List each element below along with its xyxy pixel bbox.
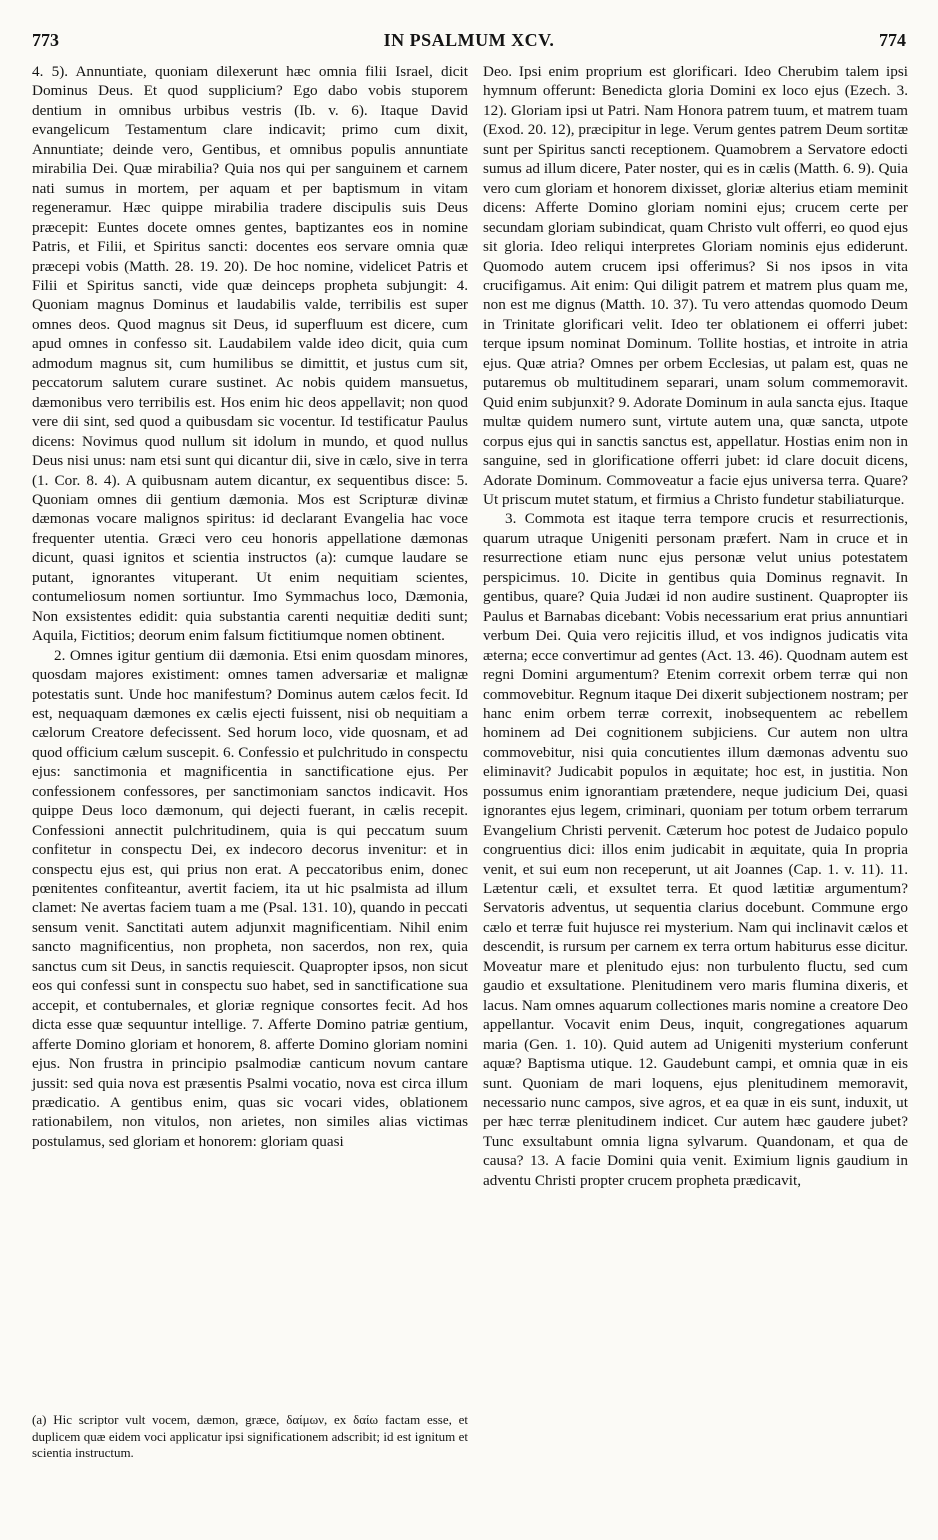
footnote-text: (a) Hic scriptor vult vocem, dæmon, græce, δαίμων, ex δαίω factam esse, et duplicem quæ eidem voci applicatur ipsi significationem adscribit; id est ignitum et scientia instructum. xyxy=(32,1412,468,1460)
right-paragraph-2: 3. Commota est itaque terra tempore crucis et resurrectionis, quarum utraque Unigeniti personam præfert. Nam in cruce et in resurrectione etiam nunc ejus personæ velut unius potestatem perspicimus. 10. Dicite in gentibus quia Dominus regnavit. In gentibus, quare? Quia Judæi id non audire sustinent. Quapropter iis Paulus et Barnabas dicebant: Vobis necessarium erat prius annuntiari verbum Dei. Quia vero rejicitis illud, et vos indignos judicatis vita æterna; ecce convertimur ad gentes (Act. 13. 46). Quodnam autem est regni Domini argumentum? Etenim correxit orbem terræ qui non commovebitur. Regnum itaque Dei dixerit subjectionem nostram; per hanc enim orbem terræ correxit, inobsequentem ac rebellem hominem ad Dei cognitionem subjiciens. Cur autem non ultra commovebitur, nisi quia concutientes illum dæmonas adventu suo eliminavit? Judicabit populos in æquitate; hoc est, in justitia. Non possumus enim ignorantiam prætendere, neque judicium Dei, quasi ignorantes ejus legem, criminari, quoniam per totum orbem terrarum Evangelium Christi pervenit. Cæterum hoc potest de Judaico populo congruentius dici: illos enim judicabit in æquitate, quia In propria venit, et sui eum non receperunt, ut ait Joannes (Cap. 1. v. 11). 11. Lætentur cæli, et exsultet terra. Et quod lætitiæ argumentum? Servatoris adventus, ut sequentia clarius docebunt. Commune ergo cælo et terræ fuit hujusce rei mysterium. Nam qui inclinavit cælos et descendit, is rursum per carnem ex terra ortum habiturus esse dicitur. Moveatur mare et plenitudo ejus: non turbulento fluctu, sed cum gaudio et exsultatione. Plenitudinem vero maris flumina dixeris, et lacus. Nam omnes aquarum collectiones maris nomine a creatore Deo appellantur. Vocavit enim Deus, inquit, congregationes aquarum maria (Gen. 1. 10). Quid autem ad Unigeniti mysterium conferunt aquæ? Baptisma utique. 12. Gaudebunt campi, et omnia quæ in eis sunt. Quoniam de mari loquens, ejus plenitudinem memoravit, necessario nunc campos, sive agros, et ea quæ in eis sunt, induxit, ut per hæc terræ plenitudinem indicet. Cur autem hæc gaudere jubet? Tunc exsultabunt omnia ligna sylvarum. Quandonam, et qua de causa? 13. A facie Domini quia venit. Eximium lignis gaudium in adventu Christi propter crucem propheta prædicavit, xyxy=(483,510,908,1189)
left-column xyxy=(32,62,468,1151)
left-paragraph-2: 2. Omnes igitur gentium dii dæmonia. Etsi enim quosdam minores, quosdam majores existiment: omnes tamen adversariæ et malignæ potestatis sunt. Unde hoc manifestum? Dominus autem cælos fecit. Id est, nequaquam dæmones ex cælis ejecti fuissent, nisi ob nequitiam a cælorum Creatore defecissent. Sed horum loco, vide quosnam, et ad quod officium cælum suscepit. 6. Confessio et pulchritudo in conspectu ejus: sanctimonia et magnificentia in sanctificatione ejus. Per confessionem confessores, per sanctimoniam sanctos indicavit. Hos quippe Deus loco dæmonum, qui dejecti fuerant, in cælis recepit. Confessioni annectit pulchritudinem, quia is qui peccatum suum confitetur in conspectu Dei, ex indecoro decorus invenitur: et in conspectu ejus est, qui prius non erat. A peccatoribus enim, donec pœnitentes confiteantur, avertit faciem, ita ut hic psalmista ad illum clamet: Ne avertas faciem tuam a me (Psal. 131. 10), quando in peccati sensum venit. Sanctitati autem adjunxit magnificentiam. Nihil enim sancto magnificentius, non propheta, non sacerdos, non rex, quia sanctus cum sit Deus, in sanctis requiescit. Quapropter ipsos, non sicut eos qui confessi sunt in conspectu suo habet, sed in sanctificatione sua accepit, et contubernales, et gloriæ regnique consortes fecit. Ad hos dicta esse quæ sequuntur intellige. 7. Afferte Domino patriæ gentium, afferte Domino gloriam et honorem, 8. afferte Domino gloriam nomini ejus. Non frustra in principio psalmodiæ canticum novum cantare jussit: sed quia nova est præsentis Psalmi vocatio, nova est circa illum prædicatio. A gentibus enim, quas sic vocari vides, oblationem rationabilem, non vitulos, non arietes, non similes alias victimas postulamus, sed gloriam et honorem: gloriam quasi xyxy=(32,646,468,1150)
footnote xyxy=(32,1412,468,1462)
page-number-left: 773 xyxy=(32,30,59,50)
running-title: IN PSALMUM XCV. xyxy=(383,30,555,50)
page-number-right: 774 xyxy=(879,30,906,50)
left-paragraph-1: 4. 5). Annuntiate, quoniam dilexerunt hæc omnia filii Israel, dicit Dominus Deus. Et quod supplicium? Ego dabo vobis stuporem dentium in omnibus urbibus vestris (Ib. v. 6). Itaque David evangelicum Testamentum clare indicavit; primo cum dixit, Annuntiate; deinde vero, Gentibus, et omnibus populis annuntiate mirabilia Dei. Quæ mirabilia? Quia nos qui per sanguinem et carnem nati sumus in mortem, per aquam et per baptismum in vitam regeneramur. Hæc quippe mirabilia tradere discipulis suis Deus præcepit: Euntes docete omnes gentes, baptizantes eos in nomine Patris, et Filii, et Spiritus sancti: docentes eos servare omnia quæ præcepi vobis (Matth. 28. 19. 20). De hoc nomine, videlicet Patris et Filii et Spiritus sancti, vide quæ deinceps propheta subjungit: 4. Quoniam magnus Dominus et laudabilis valde, terribilis est super omnes deos. Quod magnus sit Deus, id superfluum est dicere, cum apud omnes in confesso sit. Laudabilem valde ideo dicit, quia cum admodum magnus sit, cum humilibus se dimittit, et justus cum sit, peccatorum salutem curare sustinet. Ac nobis quidem mansuetus, dæmonibus vero terribilis est. Hos enim hic deos appellavit; non quod vere dii sint, sed quod a quibusdam sic vocentur. Id testificatur Paulus dicens: Novimus quod nullum sit idolum in mundo, et quod nullus Deus nisi unus: nam etsi sunt qui dicantur dii, sive in cælo, sive in terra (1. Cor. 8. 4). A quibusnam autem dicantur, ex sequentibus disce: 5. Quoniam omnes dii gentium dæmonia. Mos est Scripturæ divinæ dæmonas vocare malignos spiritus: id declarant Evangelia hac voce frequenter utentia. Græci vero ceu honoris appellatione dæmonas dicunt, quasi ignitos et scientia instructos (a): cumque laudare se putant, ignorantes vituperant. Ut enim nequitiam scientes, contumeliosum nomen sortiuntur. Imo Symmachus loco, Dæmonia, Non exsistentes edidit: quia substantia carenti nequitiæ dediti sunt; Aquila, Fictitios; deorum enim falsum fictitiumque nomen obtinent. xyxy=(32,63,468,645)
right-column xyxy=(483,62,908,1190)
right-paragraph-1: Deo. Ipsi enim proprium est glorificari. Ideo Cherubim talem ipsi hymnum offerunt: Benedicta gloria Domini ex loco ejus (Ezech. 3. 12). Gloriam ipsi ut Patri. Nam Honora patrem tuum, et matrem tuam (Exod. 20. 12), præcipitur in lege. Verum gentes patrem Deum sortitæ sunt per Spiritus sancti receptionem. Quamobrem a Servatore edocti sumus ad illum dicere, Pater noster, qui es in cælis (Matth. 6. 9). Quia vero cum gloriam et honorem dixisset, gloriæ alterius etiam meminit dicens: Afferte Domino gloriam nomini ejus; crucem certe per secundam gloriam subindicat, quam Christo vult offerri, eo quod ejus sit gloria. Ideo reliqui interpretes Gloriam nominis ejus ediderunt. Quomodo autem crucem ipsi offerimus? Si nos ipsos in vita crucifigamus. Ait enim: Qui diligit patrem et matrem plus quam me, non est me dignus (Matth. 10. 37). Tu vero attendas quomodo Deum in Trinitate glorificari velit. Ideo ter oblationem ei offerri jubet: terque ipsum nominat Dominum. Tollite hostias, et introite in atria ejus. Quæ atria? Omnes per orbem Ecclesias, ut palam est, quas ne putaremus ob multitudinem separari, unam solum commemoravit. Quid enim subjunxit? 9. Adorate Dominum in aula sancta ejus. Itaque multæ quidem numero sunt, virtute autem una, quæ sancta, utpote corpus ejus qui in sanctis sanctus est, appellatur. Hostias enim non in sanguine, sed in glorificatione offerri jubet: id clare docuit dicens, Adorate Dominum. Commoveatur a facie ejus universa terra. Quare? Ut priscum mutet statum, et firmius a Christo fundetur stabiliaturque. xyxy=(483,63,908,508)
running-header xyxy=(32,30,906,62)
